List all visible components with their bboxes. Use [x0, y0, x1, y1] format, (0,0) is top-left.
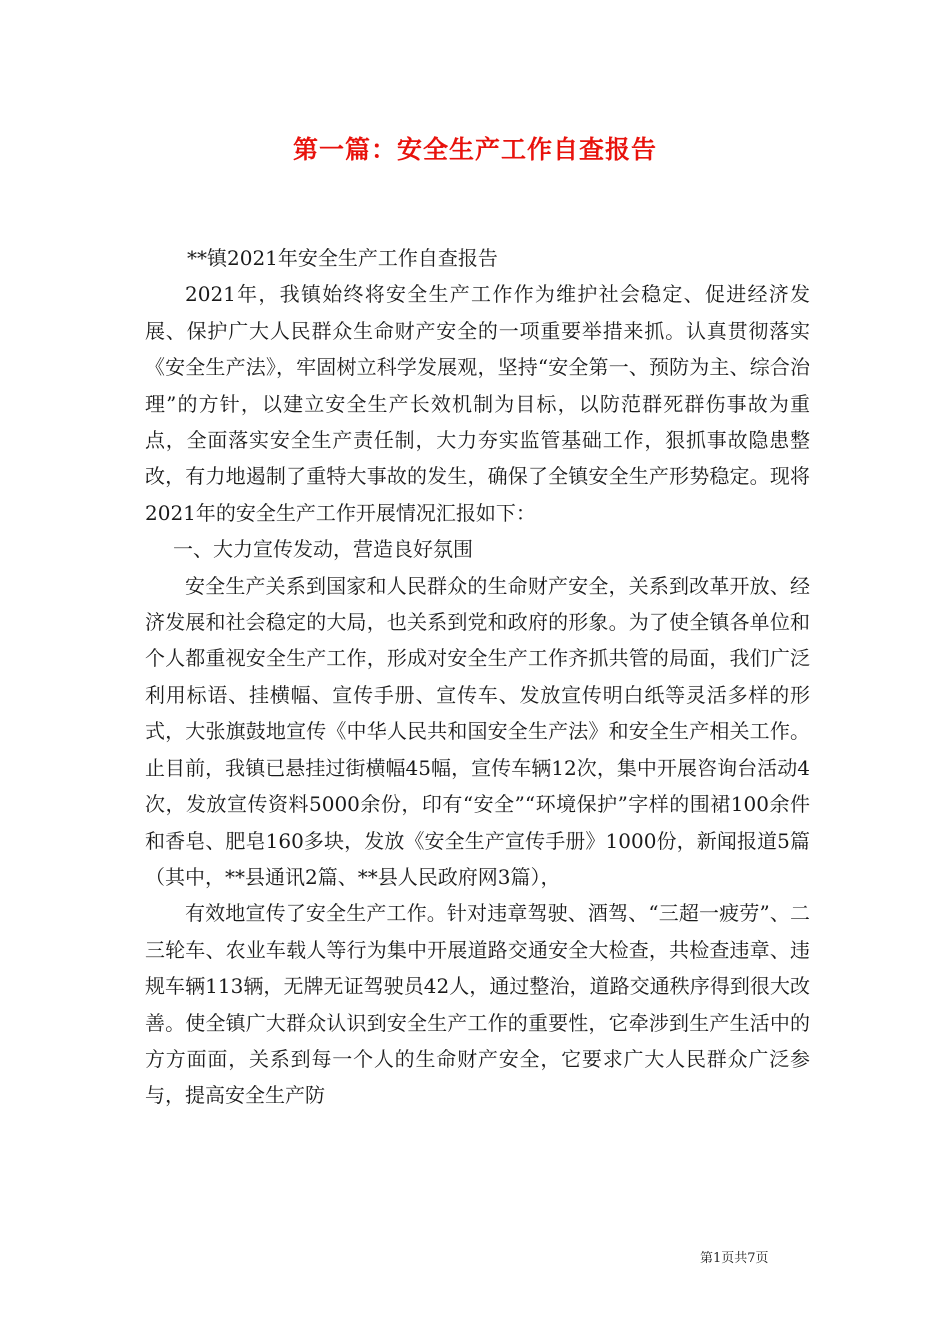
document-body — [145, 240, 810, 1114]
section-paragraph-2: 有效地宣传了安全生产工作。针对违章驾驶、酒驾、“三超一疲劳”、二三轮车、农业车载人等行为集中开展道路交通安全大检查，共检查违章、违规车辆113辆，无牌无证驾驶员42人，通过整治，道路交通秩序得到很大改善。使全镇广大群众认识到安全生产工作的重要性，它牵涉到生产生活中的方方面面，关系到每一个人的生命财产安全，它要求广大人民群众广泛参与，提高安全生产防 — [145, 901, 810, 1108]
section-heading: 一、大力宣传发动，营造良好氛围 — [173, 537, 473, 562]
page-title: 第一篇：安全生产工作自查报告 — [292, 135, 657, 164]
page-number: 第1页共7页 — [700, 1251, 769, 1266]
report-subtitle: **镇2021年安全生产工作自查报告 — [187, 246, 498, 270]
intro-paragraph: 2021年，我镇始终将安全生产工作作为维护社会稳定、促进经济发展、保护广大人民群众生命财产安全的一项重要举措来抓。认真贯彻落实《安全生产法》，牢固树立科学发展观，坚持“安全第一、预防为主、综合治理”的方针，以建立安全生产长效机制为目标，以防范群死群伤事故为重点，全面落实安全生产责任制，大力夯实监管基础工作，狠抓事故隐患整改，有力地遏制了重特大事故的发生，确保了全镇安全生产形势稳定。现将2021年的安全生产工作开展情况汇报如下： — [145, 282, 810, 525]
section-paragraph-1: 安全生产关系到国家和人民群众的生命财产安全，关系到改革开放、经济发展和社会稳定的大局，也关系到党和政府的形象。为了使全镇各单位和个人都重视安全生产工作，形成对安全生产工作齐抓共管的局面，我们广泛利用标语、挂横幅、宣传手册、宣传车、发放宣传明白纸等灵活多样的形式，大张旗鼓地宣传《中华人民共和国安全生产法》和安全生产相关工作。止目前，我镇已悬挂过街横幅45幅，宣传车辆12次，集中开展咨询台活动4次，发放宣传资料5000余份，印有“安全”“环境保护”字样的围裙100余件和香皂、肥皂160多块，发放《安全生产宣传手册》1000份，新闻报道5篇（其中，**县通讯2篇、**县人民政府网3篇）， — [145, 573, 810, 889]
